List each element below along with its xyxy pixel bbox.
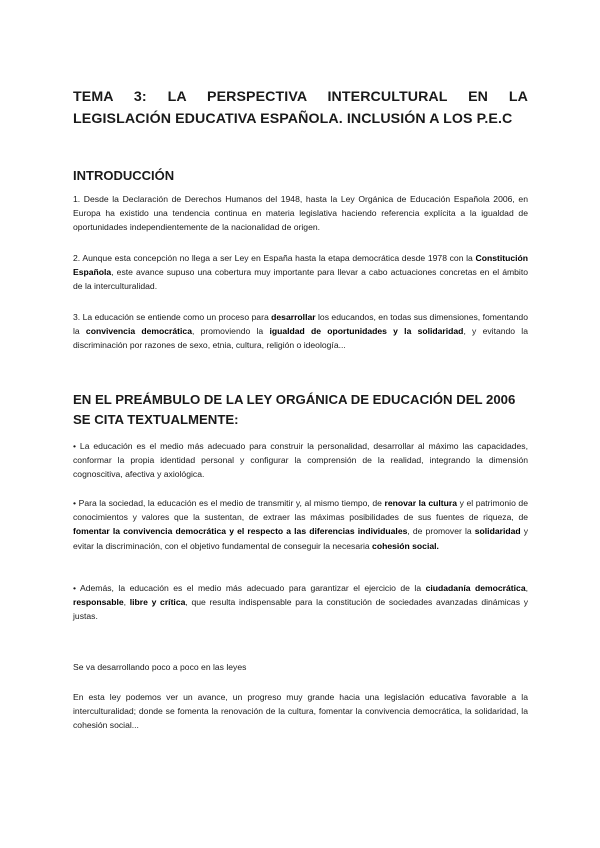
paragraph-3-bold: igualdad de oportunidades y la solidaridad — [269, 326, 464, 337]
quote-2-bold: renovar la cultura — [384, 498, 458, 508]
quote-2-bold: cohesión social. — [372, 540, 439, 551]
paragraph-2-text: , este avance supuso una cobertura muy importante para llevar a cabo actuaciones concretas en el ámbito de la interculturalidad. — [73, 267, 528, 292]
paragraph-3-text: 3. La educación se entiende como un proceso para — [73, 312, 272, 322]
paragraph-3-bold: desarrollar — [271, 312, 316, 322]
quote-2-bold: fomentar la convivencia democrática y el respecto a las diferencias individuales — [73, 526, 408, 537]
quote-2-bold: solidaridad — [474, 526, 521, 537]
quote-3-text: , — [525, 583, 528, 593]
quote-2-text: , de promover la — [407, 526, 475, 537]
final-paragraph: En esta ley podemos ver un avance, un progreso muy grande hacia una legislación educativa favorable a la interculturalidad; donde se fomenta la renovación de la cultura, fomentar la convivencia democrática, la solidaridad, la cohesión social... — [73, 692, 528, 731]
quote-3-text: , — [123, 597, 130, 608]
paragraph-3-text: , y evitando la discriminación por razones de sexo, etnia, cultura, religión o ideología... — [73, 326, 528, 351]
preambulo-heading: EN EL PREÁMBULO DE LA LEY ORGÁNICA DE EDUCACIÓN DEL 2006 SE CITA TEXTUALMENTE: — [73, 392, 516, 427]
paragraph-1: 1. Desde la Declaración de Derechos Humanos del 1948, hasta la Ley Orgánica de Educación Española 2006, en Europa ha existido una tendencia continua en materia legislativa haciendo referencia explícita a la igualdad de oportunidades independientemente de la nacionalidad de origen. — [73, 194, 528, 233]
paragraph-2-bold: Constitución Española — [73, 253, 528, 278]
quote-bullet-3 — [73, 581, 528, 624]
quote-3-bold: responsable — [73, 597, 124, 608]
paragraph-3-text: , promoviendo la — [191, 326, 270, 337]
document-title: TEMA 3: LA PERSPECTIVA INTERCULTURAL EN LA LEGISLACIÓN EDUCATIVA ESPAÑOLA. INCLUSIÓN A LOS P.E.C — [73, 89, 528, 127]
quote-bullet-2 — [73, 496, 528, 553]
quote-3-text: • Además, la educación es el medio más adecuado para garantizar el ejercicio de la — [73, 583, 426, 593]
quote-2-text: y evitar la discriminación, con el objetivo fundamental de conseguir la necesaria — [73, 526, 529, 551]
paragraph-3-bold: convivencia democrática — [85, 326, 192, 337]
paragraph-3-text: los educandos, en todas sus dimensiones, fomentando la — [73, 312, 528, 337]
intro-heading: INTRODUCCIÓN — [73, 168, 175, 183]
paragraph-2 — [73, 251, 528, 294]
subtitle: Se va desarrollando poco a poco en las leyes — [73, 662, 247, 672]
paragraph-2-text: 2. Aunque esta concepción no llega a ser Ley en España hasta la etapa democrática desde 1978 con la — [73, 253, 476, 263]
quote-bullet-1: • La educación es el medio más adecuado para construir la personalidad, desarrollar al máximo las capacidades, conformar la propia identidad personal y configurar la comprensión de la realidad, integrando la dimensión cognoscitiva, afectiva y axiológica. — [73, 441, 528, 480]
quote-2-text: • Para la sociedad, la educación es el medio de transmitir y, al mismo tiempo, de — [73, 498, 385, 508]
quote-3-bold: libre y crítica — [129, 597, 186, 608]
quote-3-bold: ciudadanía democrática — [425, 583, 526, 593]
quote-2-text: y el patrimonio de conocimientos y valores que la sustentan, de extraer las máximas posibilidades de sus fuentes de riqueza, de — [73, 498, 528, 523]
paragraph-3 — [73, 310, 528, 353]
quote-3-text: , que resulta indispensable para la constitución de sociedades avanzadas dinámicas y justas. — [73, 597, 529, 622]
